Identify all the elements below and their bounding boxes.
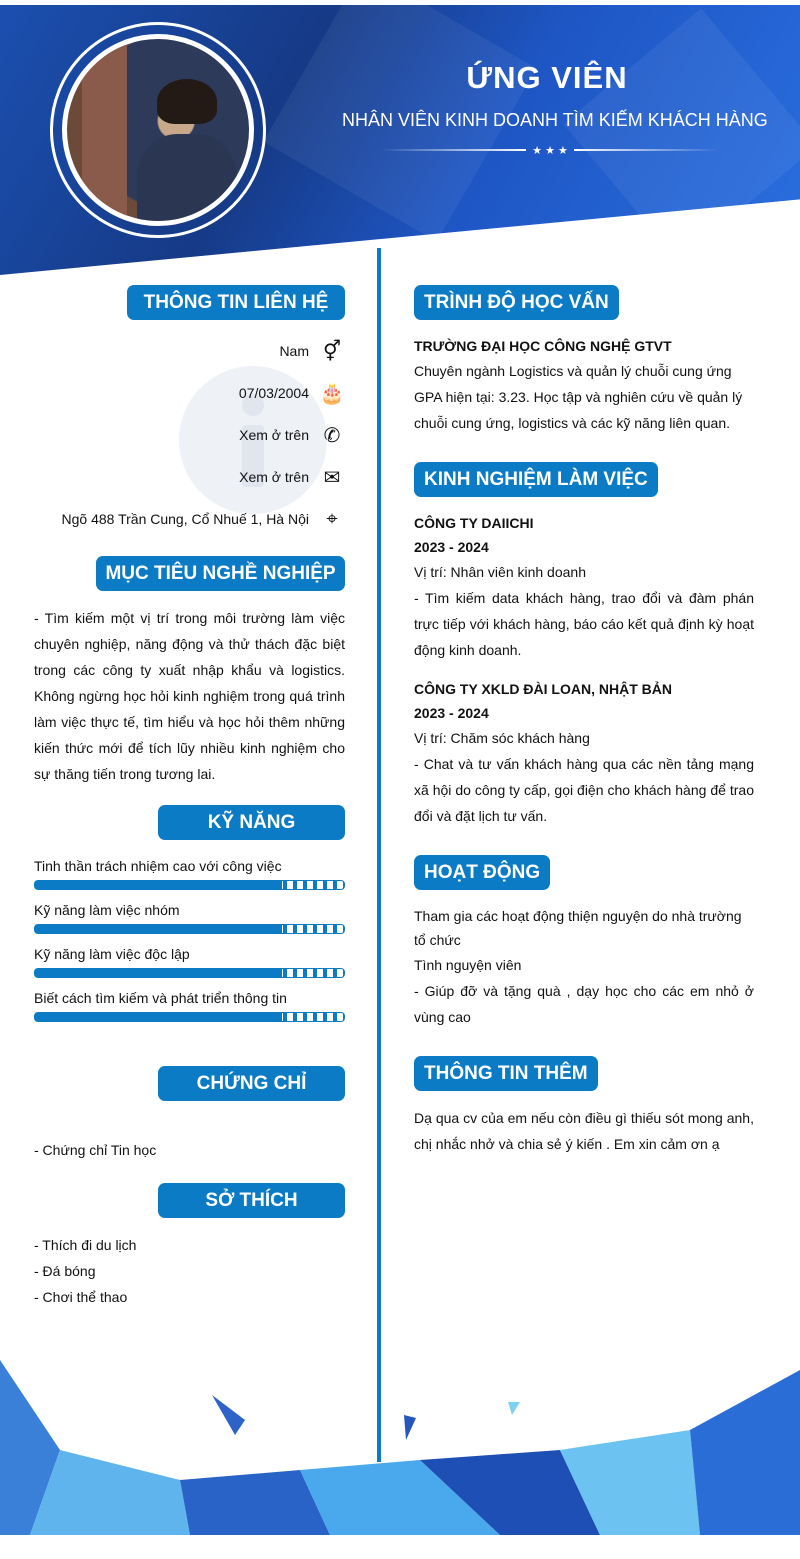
job-role: Vị trí: Chăm sóc khách hàng [414, 730, 590, 746]
hobby-item: - Đá bóng [34, 1263, 96, 1279]
section-title-objective: MỤC TIÊU NGHỀ NGHIỆP [96, 556, 345, 591]
contact-value: Xem ở trên [239, 427, 309, 443]
activity-description: - Giúp đỡ và tặng quà , dạy học cho các em nhỏ ở vùng cao [414, 983, 754, 1025]
hobby-item: - Chơi thể thao [34, 1289, 128, 1305]
location-pin-icon: ⌖ [326, 507, 338, 530]
contact-email [34, 456, 345, 498]
school-name: TRƯỜNG ĐẠI HỌC CÔNG NGHỆ GTVT [414, 338, 672, 354]
contact-value: 07/03/2004 [238, 385, 309, 401]
activity-text: Tham gia các hoạt động thiện nguyện do nhà trường tổ chức [414, 908, 742, 948]
education-major: Chuyên ngành Logistics và quản lý chuỗi cung ứng [414, 363, 732, 379]
skill-label: Tinh thần trách nhiệm cao với công việc [34, 858, 282, 874]
skill-label: Biết cách tìm kiếm và phát triển thông tin [34, 990, 287, 1006]
job-period: 2023 - 2024 [414, 705, 489, 721]
skill-label: Kỹ năng làm việc nhóm [34, 902, 180, 918]
candidate-name: ỨNG VIÊN [466, 60, 628, 95]
job-description: - Tìm kiếm data khách hàng, trao đổi và đàm phán trực tiếp với khách hàng, báo cáo kết quả định kỳ hoạt động kinh doanh. [414, 590, 754, 658]
contact-gender [34, 330, 345, 372]
section-title-activities: HOẠT ĐỘNG [414, 855, 550, 890]
company-name: CÔNG TY DAIICHI [414, 515, 534, 531]
section-title-skills: KỸ NĂNG [158, 805, 345, 840]
contact-value: Xem ở trên [239, 469, 309, 485]
footer-shape [404, 1415, 416, 1440]
additional-text: Dạ qua cv của em nếu còn điều gì thiếu sót mong anh, chị nhắc nhở và chia sẻ ý kiến . Em xin cảm ơn ạ [414, 1110, 754, 1152]
footer-shape [508, 1402, 520, 1415]
skill-label: Kỹ năng làm việc độc lập [34, 946, 190, 962]
skill-item [34, 944, 345, 978]
birthday-cake-icon: 🎂 [319, 382, 345, 405]
job-title: NHÂN VIÊN KINH DOANH TÌM KIẾM KHÁCH HÀNG [342, 110, 768, 130]
skill-item [34, 856, 345, 890]
job-period: 2023 - 2024 [414, 539, 489, 555]
contact-address [34, 498, 345, 540]
contact-phone [34, 414, 345, 456]
column-divider [377, 248, 381, 1462]
footer-decoration [0, 1360, 800, 1535]
stars-icon: ★ ★ ★ [532, 144, 568, 157]
skill-bar-fill [35, 881, 282, 889]
section-title-contact: THÔNG TIN LIÊN HỆ [127, 285, 345, 320]
company-name: CÔNG TY XKLD ĐÀI LOAN, NHẬT BẢN [414, 681, 672, 697]
gender-icon: ⚥ [322, 340, 342, 363]
education-detail: GPA hiện tại: 3.23. Học tập và nghiên cứu về quản lý chuỗi cung ứng, logistics và các kỹ năng liên quan. [414, 389, 743, 431]
skill-bar [34, 968, 345, 978]
footer-shape [212, 1395, 245, 1435]
skill-bar [34, 1012, 345, 1022]
star-divider [380, 141, 720, 159]
skill-item [34, 988, 345, 1022]
activity-role: Tình nguyện viên [414, 957, 522, 973]
section-title-experience: KINH NGHIỆM LÀM VIỆC [414, 462, 658, 497]
contact-value: Ngõ 488 Trần Cung, Cổ Nhuế 1, Hà Nội [61, 511, 309, 527]
section-title-education: TRÌNH ĐỘ HỌC VẤN [414, 285, 619, 320]
objective-text: - Tìm kiếm một vị trí trong môi trường làm việc chuyên nghiệp, năng động và thử thách đặc biệt trong các công ty xuất nhập khẩu và logistics. Không ngừng học hỏi kinh nghiệm trong quá trình làm việc thực tế, tìm hiểu và học hỏi thêm những kiến thức mới để tích lũy nhiều kinh nghiệm cho sự thăng tiến trong tương lai. [34, 610, 345, 782]
footer-shape [690, 1370, 800, 1535]
certificate-item: - Chứng chỉ Tin học [34, 1142, 157, 1158]
skill-bar [34, 880, 345, 890]
phone-icon: ✆ [323, 424, 341, 447]
email-icon: ✉ [323, 466, 341, 489]
skill-bar-fill [35, 969, 282, 977]
section-title-hobbies: SỞ THÍCH [158, 1183, 345, 1218]
contact-birthday [34, 372, 345, 414]
section-title-additional: THÔNG TIN THÊM [414, 1056, 598, 1091]
avatar [62, 34, 254, 226]
section-title-certificates: CHỨNG CHỈ [158, 1066, 345, 1101]
contact-value: Nam [279, 343, 309, 359]
skill-bar [34, 924, 345, 934]
skill-item [34, 900, 345, 934]
right-column [414, 285, 754, 1157]
skill-bar-fill [35, 925, 282, 933]
job-role: Vị trí: Nhân viên kinh doanh [414, 564, 586, 580]
left-column [34, 285, 345, 1310]
banner-facet [563, 8, 800, 262]
hobby-item: - Thích đi du lịch [34, 1237, 137, 1253]
job-description: - Chat và tư vấn khách hàng qua các nền tảng mạng xã hội do công ty cấp, gọi điện cho khách hàng để trao đổi và đặt lịch tư vấn. [414, 756, 754, 824]
skill-bar-fill [35, 1013, 282, 1021]
